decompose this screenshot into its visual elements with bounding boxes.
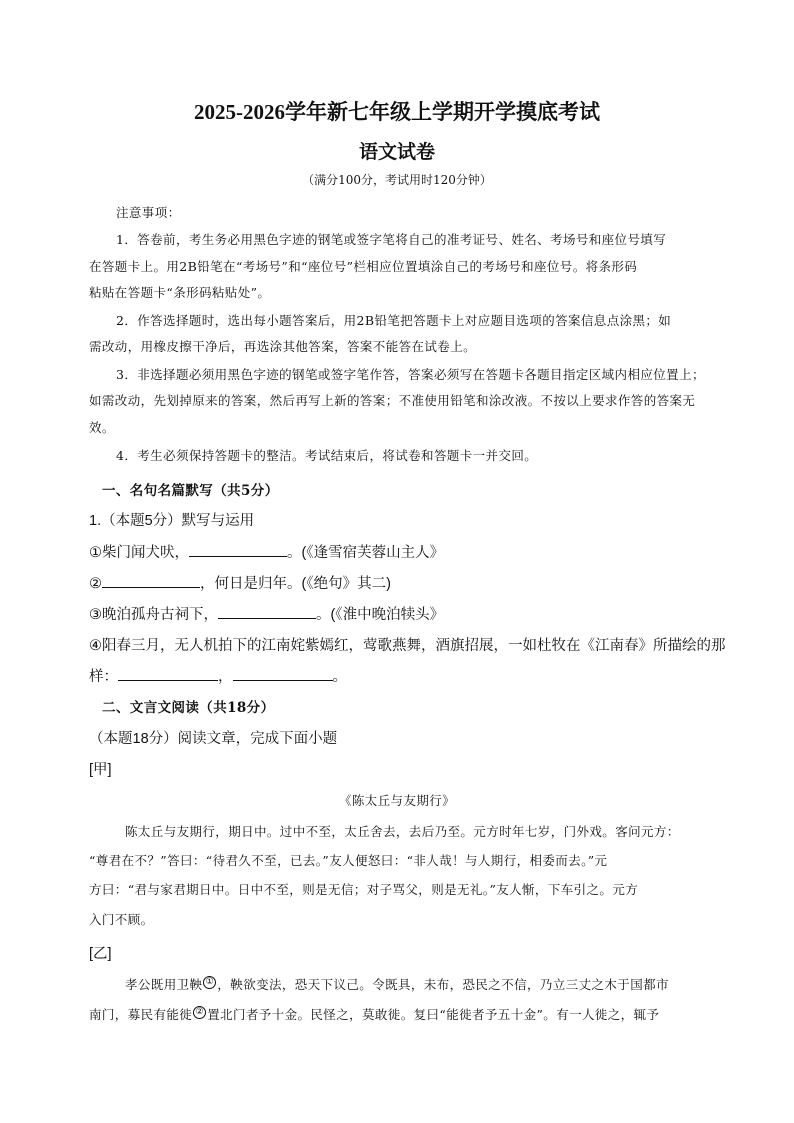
passage-text: 孝公既用卫鞅 <box>125 977 203 992</box>
answer-blank[interactable] <box>218 604 316 619</box>
notice-heading: 注意事项： <box>116 205 181 220</box>
passage-label-yi: [乙] <box>89 946 112 962</box>
notice-line: 4．考生必须保持答题卡的整洁。考试结束后，将试卷和答题卡一并交回。 <box>116 448 538 463</box>
notice-line: 粘贴在答题卡“条形码粘贴处”。 <box>89 285 271 300</box>
notice-line: 在答题卡上。用2B铅笔在“考场号”和“座位号”栏相应位置填涂自己的考场号和座位号。将条形码 <box>89 259 638 274</box>
fill-item-text: ② <box>89 576 102 592</box>
passage-text: ，鞅欲变法，恐天下议己。令既具，未布，恐民之不信，乃立三丈之木于国都市 <box>217 977 669 992</box>
passage-line: “尊君在不？”答曰：“待君久不至，已去。”友人便怒曰：“非人哉！与人期行，相委而去。”元 <box>89 853 608 868</box>
notice-line: 1．答卷前，考生务必用黑色字迹的钢笔或签字笔将自己的准考证号、姓名、考场号和座位号填写 <box>116 232 667 247</box>
footnote-marker: ② <box>193 1006 206 1019</box>
passage-title: 《陈太丘与友期行》 <box>338 793 456 808</box>
answer-blank[interactable] <box>102 573 200 588</box>
passage-line <box>89 1005 659 1023</box>
fill-item-text: ①柴门闻犬吠， <box>89 545 189 561</box>
question-stem: 1.（本题5分）默写与运用 <box>89 513 255 529</box>
fill-item-text: ，何日是归年。(《绝句》其二) <box>200 576 391 592</box>
score-note: （满分100分，考试用时120分钟） <box>302 173 492 187</box>
answer-blank[interactable] <box>118 666 218 681</box>
fill-item-3 <box>89 603 444 624</box>
notice-line: 需改动，用橡皮擦干净后，再选涂其他答案，答案不能答在试卷上。 <box>89 339 477 354</box>
passage-line <box>125 975 669 993</box>
fill-item-text: 。(《逢雪宿芙蓉山主人》 <box>287 545 445 561</box>
section-heading: 一、名句名篇默写（共5分） <box>102 483 279 499</box>
passage-line: 陈太丘与友期行，期日中。过中不至，太丘舍去，去后乃至。元方时年七岁，门外戏。客问元方： <box>125 824 680 839</box>
passage-line: 入门不顾。 <box>89 912 154 927</box>
fill-item-text: ， <box>218 669 233 685</box>
answer-blank[interactable] <box>233 666 333 681</box>
notice-line: 3．非选择题必须用黑色字迹的钢笔或签字笔作答，答案必须写在答题卡各题目指定区域内相应位置上； <box>116 367 705 382</box>
question-stem: （本题18分）阅读文章，完成下面小题 <box>89 731 338 747</box>
fill-item-2 <box>89 572 391 593</box>
notice-line: 效。 <box>89 420 115 435</box>
fill-item-text: ③晚泊孤舟古祠下， <box>89 607 218 623</box>
notice-line: 2．作答选择题时，选出每小题答案后，用2B铅笔把答题卡上对应题目选项的答案信息点涂黑；如 <box>116 313 672 328</box>
passage-label-jia: [甲] <box>89 762 112 778</box>
answer-blank[interactable] <box>189 542 287 557</box>
section-heading: 二、文言文阅读（共18分） <box>102 700 275 716</box>
fill-item-text: ④阳春三月，无人机拍下的江南姹紫嫣红，莺歌燕舞，酒旗招展，一如杜牧在《江南春》所描绘的那 <box>89 638 726 654</box>
fill-item-1 <box>89 541 444 562</box>
page-subtitle: 语文试卷 <box>358 142 435 163</box>
passage-text: 置北门者予十金。民怪之，莫敢徙。复曰“能徙者予五十金”。有一人徙之，辄予 <box>207 1007 660 1022</box>
fill-item-4-line2 <box>89 665 347 686</box>
notice-line: 如需改动，先划掉原来的答案，然后再写上新的答案；不准使用铅笔和涂改液。不按以上要求作答的答案无 <box>89 393 696 408</box>
passage-text: 南门，募民有能徙 <box>89 1007 193 1022</box>
passage-line: 方曰：“君与家君期日中。日中不至，则是无信；对子骂父，则是无礼。”友人惭，下车引之。元方 <box>89 882 639 897</box>
fill-item-4 <box>89 634 726 655</box>
fill-item-text: 样： <box>89 669 118 685</box>
fill-item-text: 。(《淮中晚泊犊头》 <box>316 607 445 623</box>
footnote-marker: ① <box>203 976 216 989</box>
fill-item-text: 。 <box>332 669 347 685</box>
page-title: 2025-2026学年新七年级上学期开学摸底考试 <box>194 100 600 124</box>
